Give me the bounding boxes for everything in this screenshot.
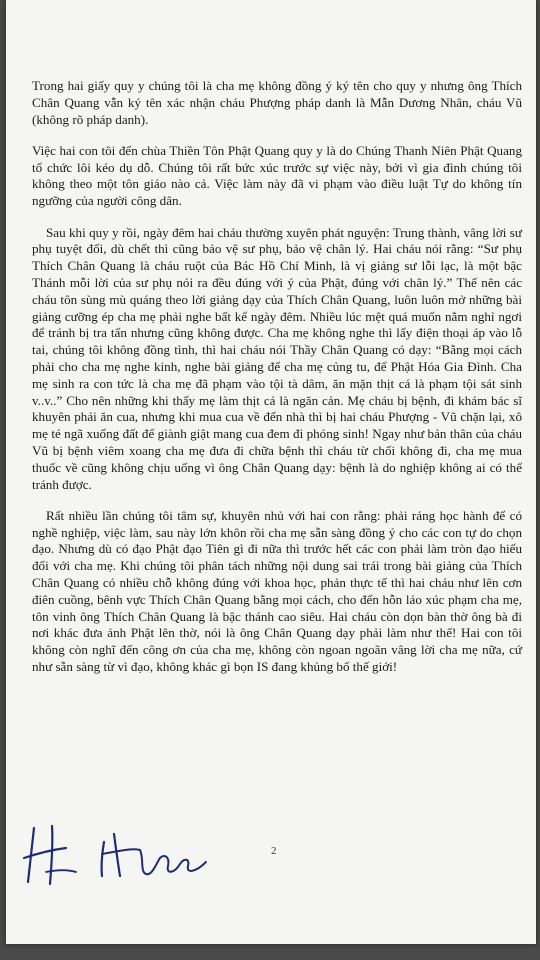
document-page xyxy=(6,0,536,944)
paragraph-2: Việc hai con tôi đến chùa Thiền Tôn Phật Quang quy y là do Chúng Thanh Niên Phật Quang tổ chức lôi kéo dụ dỗ. Chúng tôi rất bức xúc trước sự việc này, bởi vì gia đình chúng tôi không theo một tôn giáo nào cả. Việc làm này đã vi phạm vào điều luật Tự do không tín ngưỡng của người công dân. xyxy=(32,142,522,209)
signature-1 xyxy=(22,820,82,890)
signature-area xyxy=(22,820,282,900)
paragraph-3: Sau khi quy y rồi, ngày đêm hai cháu thường xuyên phát nguyện: Trung thành, vâng lời sư phụ tuyệt đối, dù chết thì cũng bảo vệ sư phụ, bảo vệ chân lý. Hai cháu nói rằng: “Sư phụ Thích Chân Quang là cháu ruột của Bác Hồ Chí Minh, là vị giảng sư lỗi lạc, là một bậc Thánh mỗi lời của sư phụ nói ra đều đúng với ý của Phật, đúng với chân lý.” Thế nên các cháu tôn sùng mù quáng theo lời giảng dạy của Thích Chân Quang, luôn luôn mở những bài giảng cưỡng ép cha mẹ phải nghe bất kể ngày đêm. Nhiều lúc mệt quá muốn nằm nghỉ ngơi để tránh bị tra tấn nhưng cũng không được. Cha mẹ không nghe thì lấy điện thoại áp vào lỗ tai, chúng tôi không đồng tình, thì hai cháu nói Thầy Chân Quang có dạy: “Bằng mọi cách phải cho cha mẹ nghe kinh, nghe bài giảng để cha mẹ củng tu, để Phật Hóa Gia Đình. Cha mẹ sinh ra con tức là cha mẹ đã phạm vào tội tà dâm, ăn mặn thịt cá là phạm tội sát sinh v..v..” Cho nên những khi thấy mẹ làm thịt cá là ngăn cản. Mẹ cháu bị bệnh, đi khám bác sĩ khuyên phải ăn cua, nhưng khi mua cua về đến nhà thì bị hai cháu Phượng - Vũ chặn lại, xô mẹ té ngã xuống đất để giành giật mang cua đem đi phóng sinh! Ngay như bản thân của cháu Vũ bị bệnh viêm xoang cha mẹ đưa đi chữa bệnh thì cháu từ chối không đi, cha mẹ mua thuốc về cũng không chịu uống vì ông Chân Quang dạy: bệnh là do nghiệp không ai có thể tránh được. xyxy=(32,224,522,492)
paragraph-1: Trong hai giấy quy y chúng tôi là cha mẹ không đồng ý ký tên cho quy y nhưng ông Thích Chân Quang vẫn ký tên xác nhận cháu Phượng pháp danh là Mẫn Dương Nhân, cháu Vũ (không rõ pháp danh). xyxy=(32,78,522,127)
paragraph-4: Rất nhiều lần chúng tôi tâm sự, khuyên nhủ với hai con rằng: phải ráng học hành để có nghề nghiệp, việc làm, sau này lớn khôn rồi cha mẹ sẵn sàng đồng ý cho các con tự do chọn đạo. Nhưng dù có đạo Phật đạo Tiên gì đi nữa thì trước hết các con phải làm tròn đạo hiếu đối với cha mẹ. Khi chúng tôi phân tách những nội dung sai trái trong bài giảng của Thích Chân Quang có nhiều chỗ không đúng với khoa học, phản thực tế thì hai cháu như lên cơn điên cuồng, bênh vực Thích Chân Quang bằng mọi cách, cho đến hỗn láo xúc phạm cha mẹ, tôn vinh ông Thích Chân Quang là bậc thánh cao siêu. Hai cháu còn dọn bàn thờ ông bà đi nơi khác đưa ảnh Phật lên thờ, nói là ông Chân Quang dạy phải làm như thế! Hai con tôi không còn nghĩ đến công ơn của cha mẹ, không còn ngoan ngoãn vâng lời cha mẹ nữa, cứ như sẵn sàng từ vì đạo, không khác gì bọn IS đang khủng bố thế giới! xyxy=(32,507,522,674)
document-body xyxy=(32,78,522,690)
page-number: 2 xyxy=(271,845,277,857)
signature-2 xyxy=(94,824,214,884)
